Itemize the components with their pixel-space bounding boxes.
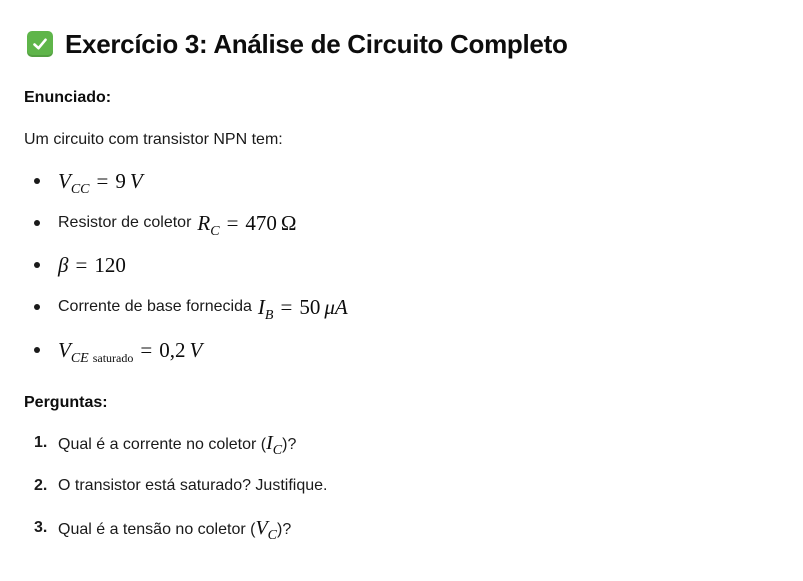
list-item-rc xyxy=(24,208,297,238)
statement-intro: Um circuito com transistor NPN tem: xyxy=(24,131,283,148)
statement-heading: Enunciado: xyxy=(24,89,112,106)
question-item-3 xyxy=(24,513,291,543)
bullet-icon xyxy=(34,220,40,226)
question-item-1 xyxy=(24,428,296,458)
math-beta: β = 120 xyxy=(58,252,126,277)
question-text: Qual é a corrente no coletor $(I_C)$? xyxy=(58,431,297,458)
question-text: Qual é a tensão no coletor $(V_C)$? xyxy=(58,516,292,543)
question-item-2 xyxy=(24,471,327,501)
title-text: Exercício 3: Análise de Circuito Completo xyxy=(65,28,568,59)
list-item-beta xyxy=(24,250,126,280)
math-vce-sat: $V_{CE saturado} = 0,2$ V xyxy=(58,337,203,366)
math-vcc: $V_{CC} = 9$ V xyxy=(58,168,143,197)
bullet-icon xyxy=(34,304,40,310)
questions-heading: Perguntas: xyxy=(24,394,108,411)
list-item-text: Resistor de coletor xyxy=(58,214,192,231)
bullet-icon xyxy=(34,262,40,268)
list-item-vce-sat xyxy=(24,335,202,365)
page-title xyxy=(27,26,568,62)
list-number: 3. xyxy=(34,519,48,536)
list-number: 1. xyxy=(34,434,48,451)
question-text: O transistor está saturado? Justifique. xyxy=(58,477,328,494)
list-item-ib xyxy=(24,292,348,322)
bullet-icon xyxy=(34,347,40,353)
math-rc: $R_C = 470$ Ω xyxy=(197,210,297,239)
list-item-vcc xyxy=(24,166,143,196)
math-ib: $I_B = 50$ μA xyxy=(257,294,348,323)
list-number: 2. xyxy=(34,477,48,494)
list-item-text: Corrente de base fornecida xyxy=(58,298,252,315)
white-check-mark-icon xyxy=(27,31,53,57)
bullet-icon xyxy=(34,178,40,184)
